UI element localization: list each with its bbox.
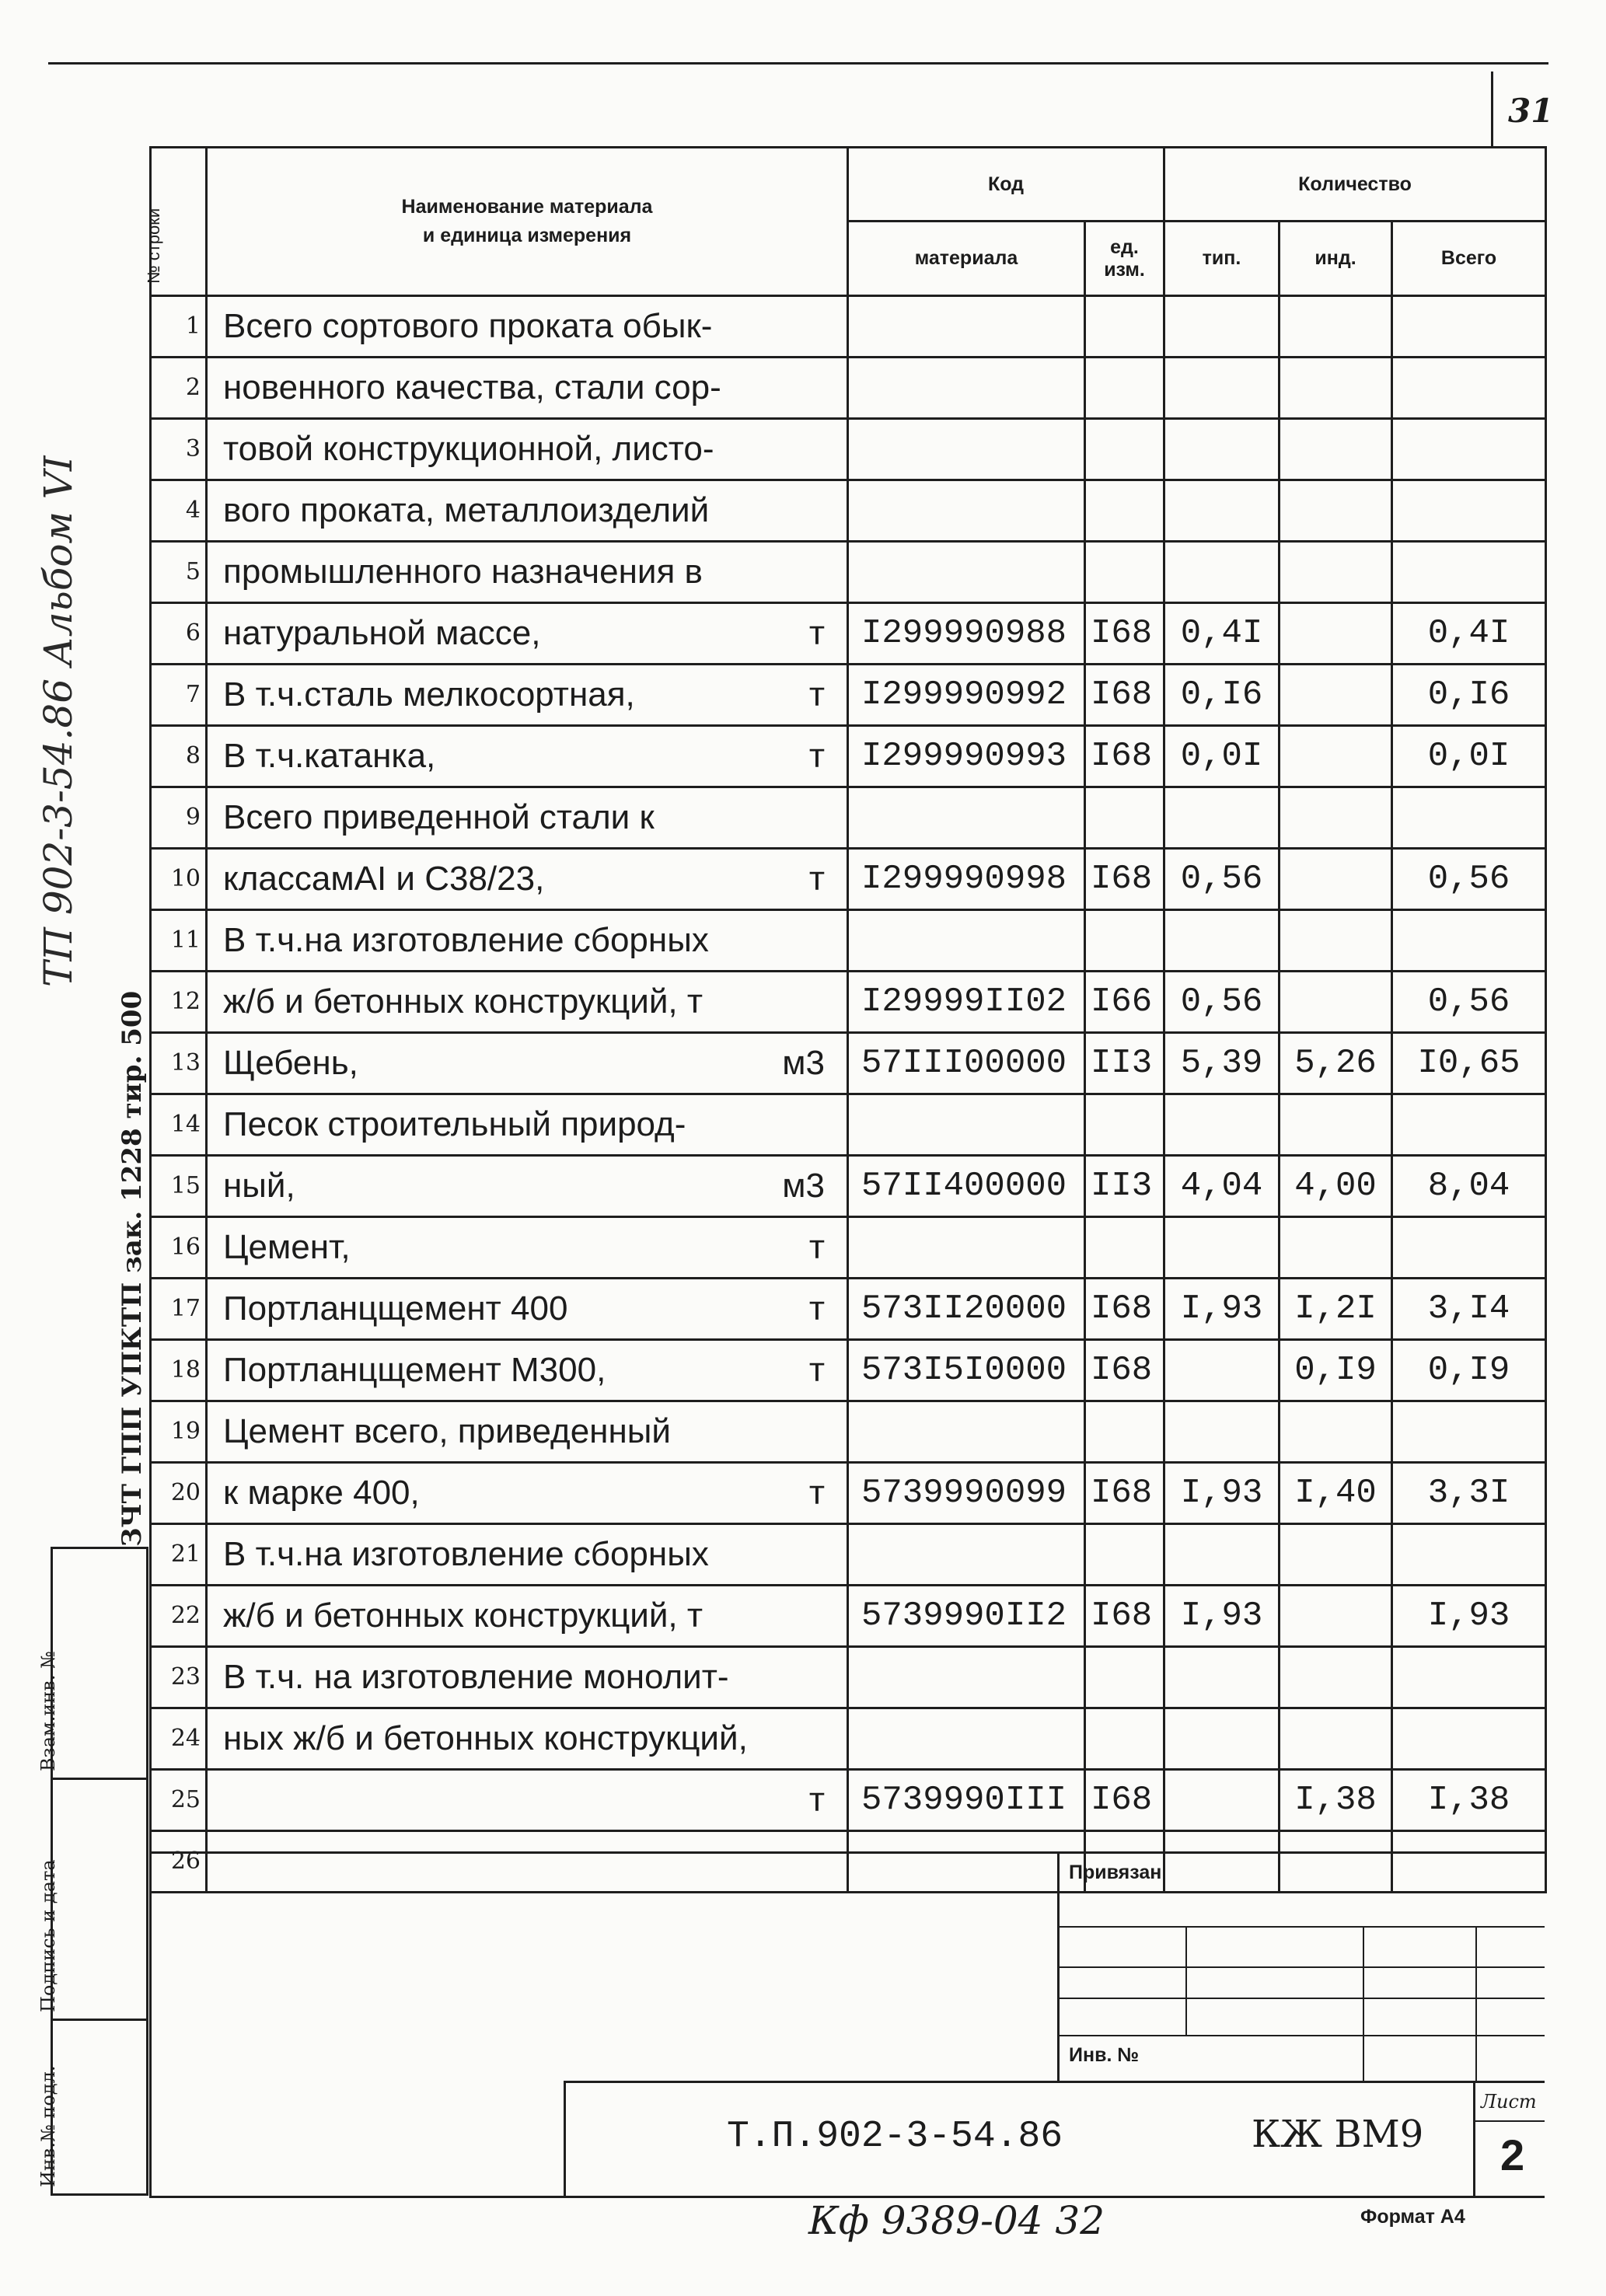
table-row [151, 1279, 1546, 1340]
unit-code [1085, 1401, 1164, 1463]
row-number: 11 [151, 910, 207, 972]
stamp-cell-sign-date: Подпись и дата [51, 1778, 148, 2021]
title-block-top-line [149, 1851, 1545, 1854]
qty-total [1392, 296, 1546, 358]
qty-total-header: Всего [1392, 222, 1546, 296]
material-name: ный, м3 [207, 1156, 848, 1217]
code-unit-header: ед. изм. [1085, 222, 1164, 296]
unit-code: I68 [1085, 726, 1164, 787]
row-number: 20 [151, 1463, 207, 1524]
attached-row-line-3 [1057, 1998, 1545, 1999]
document-code: КЖ ВМ9 [1252, 2113, 1424, 2156]
material-name: Цемент, т [207, 1217, 848, 1279]
table-row [151, 1647, 1546, 1708]
table-row [151, 1770, 1546, 1831]
material-name: В т.ч.на изготовление сборных [207, 1524, 848, 1586]
qty-total [1392, 542, 1546, 603]
attached-label: Привязан [1069, 1862, 1162, 1883]
stamp-cell-replace-inv: Взам.инв. № [51, 1547, 148, 1780]
code-group-header: Код [848, 148, 1164, 222]
table-row [151, 1033, 1546, 1094]
table-body [151, 296, 1546, 1893]
qty-typ [1164, 787, 1280, 849]
attached-col-line-3 [1475, 1926, 1477, 2081]
material-code: 573II20000 [848, 1279, 1085, 1340]
material-code: I299990992 [848, 665, 1085, 726]
material-unit: т [808, 1351, 825, 1389]
attached-row-line-4 [1057, 2035, 1545, 2036]
qty-typ [1164, 1770, 1280, 1831]
material-name: вого проката, металлоизделий [207, 480, 848, 542]
material-name: В т.ч. на изготовление монолит- [207, 1647, 848, 1708]
sheet-corner-number: 31 [1508, 92, 1554, 130]
qty-ind [1280, 665, 1392, 726]
table-row [151, 480, 1546, 542]
material-unit: т [808, 675, 825, 714]
material-name: В т.ч.катанка, т [207, 726, 848, 787]
qty-ind [1280, 1524, 1392, 1586]
unit-code [1085, 542, 1164, 603]
material-name: товой конструкционной, листо- [207, 419, 848, 480]
qty-total [1392, 910, 1546, 972]
qty-ind [1280, 1401, 1392, 1463]
qty-total [1392, 419, 1546, 480]
qty-total [1392, 1647, 1546, 1708]
table-row [151, 1524, 1546, 1586]
sheet-label: Лист [1481, 2091, 1537, 2113]
unit-code: I68 [1085, 665, 1164, 726]
material-code: I299990988 [848, 603, 1085, 665]
row-number: 9 [151, 787, 207, 849]
material-name: к марке 400, т [207, 1463, 848, 1524]
row-number: 6 [151, 603, 207, 665]
material-name: Всего сортового проката обык- [207, 296, 848, 358]
material-name: Всего приведенной стали к [207, 787, 848, 849]
qty-total [1392, 1524, 1546, 1586]
qty-ind [1280, 910, 1392, 972]
table-row [151, 1708, 1546, 1770]
row-number: 14 [151, 1094, 207, 1156]
table-row [151, 849, 1546, 910]
qty-total [1392, 1831, 1546, 1893]
qty-typ: 0,0I [1164, 726, 1280, 787]
row-number: 21 [151, 1524, 207, 1586]
material-unit: т [808, 1289, 825, 1328]
table-row [151, 1156, 1546, 1217]
sheet-box-mid-line [1473, 2120, 1545, 2122]
material-code [848, 1708, 1085, 1770]
material-name: ж/б и бетонных конструкций, т [207, 1586, 848, 1647]
qty-ind [1280, 1708, 1392, 1770]
material-name: Портланцщемент М300, т [207, 1340, 848, 1401]
qty-total [1392, 1708, 1546, 1770]
qty-typ [1164, 419, 1280, 480]
row-number: 5 [151, 542, 207, 603]
qty-total: 0,56 [1392, 849, 1546, 910]
attached-col-line-1 [1185, 1926, 1187, 2035]
qty-total: I0,65 [1392, 1033, 1546, 1094]
row-number: 24 [151, 1708, 207, 1770]
material-code [848, 1401, 1085, 1463]
material-code [848, 296, 1085, 358]
row-number: 4 [151, 480, 207, 542]
material-code: 5739990099 [848, 1463, 1085, 1524]
material-code [848, 1094, 1085, 1156]
qty-typ [1164, 358, 1280, 419]
table-row [151, 910, 1546, 972]
qty-typ [1164, 1524, 1280, 1586]
material-code: I29999II02 [848, 972, 1085, 1033]
unit-code: I68 [1085, 1279, 1164, 1340]
table-row [151, 1586, 1546, 1647]
material-code: 57III00000 [848, 1033, 1085, 1094]
material-unit: т [808, 860, 825, 898]
table-row [151, 1340, 1546, 1401]
material-unit: м3 [782, 1167, 825, 1205]
qty-ind: 0,I9 [1280, 1340, 1392, 1401]
qty-ind: I,38 [1280, 1770, 1392, 1831]
unit-code [1085, 419, 1164, 480]
material-name [207, 1831, 848, 1893]
table-row [151, 542, 1546, 603]
qty-total [1392, 1094, 1546, 1156]
unit-code [1085, 1708, 1164, 1770]
unit-code [1085, 1647, 1164, 1708]
material-name: В т.ч.на изготовление сборных [207, 910, 848, 972]
qty-typ: 5,39 [1164, 1033, 1280, 1094]
qty-typ: I,93 [1164, 1463, 1280, 1524]
material-name: Песок строительный природ- [207, 1094, 848, 1156]
table-row [151, 603, 1546, 665]
material-code [848, 419, 1085, 480]
row-number: 19 [151, 1401, 207, 1463]
material-unit: т [808, 1228, 825, 1266]
row-number: 25 [151, 1770, 207, 1831]
material-unit: т [808, 1781, 825, 1819]
qty-typ-header: тип. [1164, 222, 1280, 296]
qty-total: 0,4I [1392, 603, 1546, 665]
qty-ind [1280, 726, 1392, 787]
unit-code [1085, 296, 1164, 358]
table-row [151, 419, 1546, 480]
unit-code [1085, 1217, 1164, 1279]
qty-total [1392, 358, 1546, 419]
table-row [151, 726, 1546, 787]
unit-code: II3 [1085, 1033, 1164, 1094]
qty-ind [1280, 849, 1392, 910]
qty-total [1392, 1217, 1546, 1279]
material-name: промышленного назначения в [207, 542, 848, 603]
table-row [151, 1094, 1546, 1156]
qty-total: 3,3I [1392, 1463, 1546, 1524]
qty-ind [1280, 1217, 1392, 1279]
qty-ind [1280, 1094, 1392, 1156]
attached-row-line-1 [1057, 1926, 1545, 1928]
row-number: 18 [151, 1340, 207, 1401]
title-block-left-line [149, 146, 152, 2196]
row-number: 15 [151, 1156, 207, 1217]
qty-total [1392, 787, 1546, 849]
qty-total: 0,I6 [1392, 665, 1546, 726]
inv-no-label: Инв. № [1069, 2044, 1140, 2066]
album-handwritten-note: ТП 902-3-54.86 Альбом VI [36, 455, 81, 987]
unit-code [1085, 787, 1164, 849]
material-name: Щебень, м3 [207, 1033, 848, 1094]
row-number: 22 [151, 1586, 207, 1647]
qty-ind: I,2I [1280, 1279, 1392, 1340]
material-name [207, 1770, 848, 1831]
material-name: натуральной массе, т [207, 603, 848, 665]
material-code: 5739990III [848, 1770, 1085, 1831]
table-row [151, 665, 1546, 726]
qty-typ [1164, 542, 1280, 603]
row-number-header: № строки [151, 148, 207, 296]
row-number: 3 [151, 419, 207, 480]
material-code [848, 1647, 1085, 1708]
material-unit: т [808, 737, 825, 775]
material-name: ных ж/б и бетонных конструкций, [207, 1708, 848, 1770]
qty-typ [1164, 1401, 1280, 1463]
table-row [151, 1463, 1546, 1524]
qty-typ: 0,4I [1164, 603, 1280, 665]
material-code: 57II400000 [848, 1156, 1085, 1217]
material-name: новенного качества, стали сор- [207, 358, 848, 419]
row-number: 23 [151, 1647, 207, 1708]
material-code [848, 910, 1085, 972]
qty-total: 0,0I [1392, 726, 1546, 787]
material-unit: т [808, 614, 825, 652]
row-number: 13 [151, 1033, 207, 1094]
row-number: 12 [151, 972, 207, 1033]
qty-ind: 5,26 [1280, 1033, 1392, 1094]
unit-code: I68 [1085, 1770, 1164, 1831]
unit-code: I66 [1085, 972, 1164, 1033]
qty-ind [1280, 419, 1392, 480]
qty-total [1392, 480, 1546, 542]
qty-ind [1280, 787, 1392, 849]
row-number: 1 [151, 296, 207, 358]
qty-ind [1280, 480, 1392, 542]
qty-total [1392, 1401, 1546, 1463]
material-code [848, 787, 1085, 849]
row-number: 10 [151, 849, 207, 910]
qty-typ: 0,56 [1164, 972, 1280, 1033]
qty-ind [1280, 603, 1392, 665]
material-code: 5739990II2 [848, 1586, 1085, 1647]
sheet-box-line [1473, 2081, 1475, 2196]
qty-typ [1164, 1217, 1280, 1279]
qty-ind [1280, 1647, 1392, 1708]
material-name: Цемент всего, приведенный [207, 1401, 848, 1463]
qty-typ: I,93 [1164, 1586, 1280, 1647]
unit-code [1085, 1524, 1164, 1586]
material-code: 573I5I0000 [848, 1340, 1085, 1401]
unit-code: I68 [1085, 1340, 1164, 1401]
qty-typ: I,93 [1164, 1279, 1280, 1340]
footer-handwritten-note: Кф 9389-04 32 [808, 2198, 1105, 2243]
material-code [848, 542, 1085, 603]
project-designation: Т.П.902-3-54.86 [727, 2116, 1063, 2158]
qty-ind-header: инд. [1280, 222, 1392, 296]
unit-code [1085, 910, 1164, 972]
qty-ind [1280, 358, 1392, 419]
material-unit: т [808, 1474, 825, 1512]
material-code [848, 1831, 1085, 1893]
unit-code: I68 [1085, 1463, 1164, 1524]
qty-ind: I,40 [1280, 1463, 1392, 1524]
table-row [151, 358, 1546, 419]
material-code [848, 1217, 1085, 1279]
qty-typ [1164, 296, 1280, 358]
qty-total: I,93 [1392, 1586, 1546, 1647]
top-border-line [48, 62, 1548, 65]
unit-code [1085, 1094, 1164, 1156]
material-code [848, 358, 1085, 419]
qty-ind [1280, 296, 1392, 358]
unit-code [1085, 358, 1164, 419]
format-label: Формат А4 [1360, 2206, 1465, 2228]
table-row [151, 1401, 1546, 1463]
qty-ind [1280, 1831, 1392, 1893]
qty-typ [1164, 910, 1280, 972]
sheet-number: 2 [1500, 2130, 1525, 2179]
qty-ind: 4,00 [1280, 1156, 1392, 1217]
material-code: I299990993 [848, 726, 1085, 787]
qty-total: 3,I4 [1392, 1279, 1546, 1340]
qty-typ [1164, 1094, 1280, 1156]
material-name: ж/б и бетонных конструкций, т [207, 972, 848, 1033]
qty-typ: 0,I6 [1164, 665, 1280, 726]
qty-total: 0,I9 [1392, 1340, 1546, 1401]
unit-code [1085, 480, 1164, 542]
material-code [848, 1524, 1085, 1586]
row-number: 17 [151, 1279, 207, 1340]
qty-total: 8,04 [1392, 1156, 1546, 1217]
archive-stamp: ЗЧТ ГПП УПКТП зак. 1228 тир. 500 [117, 990, 148, 1547]
unit-code: II3 [1085, 1156, 1164, 1217]
material-unit: м3 [782, 1044, 825, 1082]
row-number: 7 [151, 665, 207, 726]
row-number: 26 [151, 1831, 207, 1893]
qty-typ [1164, 1340, 1280, 1401]
table-row [151, 296, 1546, 358]
row-number: 8 [151, 726, 207, 787]
qty-typ: 4,04 [1164, 1156, 1280, 1217]
material-code: I299990998 [848, 849, 1085, 910]
material-name: В т.ч.сталь мелкосортная, т [207, 665, 848, 726]
unit-code: I68 [1085, 1586, 1164, 1647]
material-code [848, 480, 1085, 542]
qty-typ [1164, 1708, 1280, 1770]
table-row [151, 787, 1546, 849]
stamp-box-left-line [564, 2081, 566, 2196]
attached-col-line-2 [1363, 1926, 1364, 2081]
qty-typ: 0,56 [1164, 849, 1280, 910]
row-number: 2 [151, 358, 207, 419]
qty-ind [1280, 972, 1392, 1033]
attached-row-line-2 [1057, 1966, 1545, 1968]
stamp-cell-inv-orig: Инв.№ подл. [51, 2019, 148, 2196]
unit-code: I68 [1085, 603, 1164, 665]
name-column-header: Наименование материала и единица измерения [207, 148, 848, 296]
qty-typ [1164, 1647, 1280, 1708]
table-header [144, 148, 1546, 296]
qty-typ [1164, 480, 1280, 542]
stamp-box-top-line [564, 2081, 1545, 2083]
qty-total: I,38 [1392, 1770, 1546, 1831]
quantity-group-header: Количество [1164, 148, 1546, 222]
qty-typ [1164, 1831, 1280, 1893]
corner-box-line [1491, 72, 1493, 146]
materials-table [144, 146, 1547, 1893]
row-number: 16 [151, 1217, 207, 1279]
table-row [151, 972, 1546, 1033]
qty-ind [1280, 1586, 1392, 1647]
qty-ind [1280, 542, 1392, 603]
material-name: Портланцщемент 400 т [207, 1279, 848, 1340]
material-name: классамАI и С38/23, т [207, 849, 848, 910]
table-row [151, 1831, 1546, 1893]
unit-code: I68 [1085, 849, 1164, 910]
table-row [151, 1217, 1546, 1279]
qty-total: 0,56 [1392, 972, 1546, 1033]
code-material-header: материала [848, 222, 1085, 296]
